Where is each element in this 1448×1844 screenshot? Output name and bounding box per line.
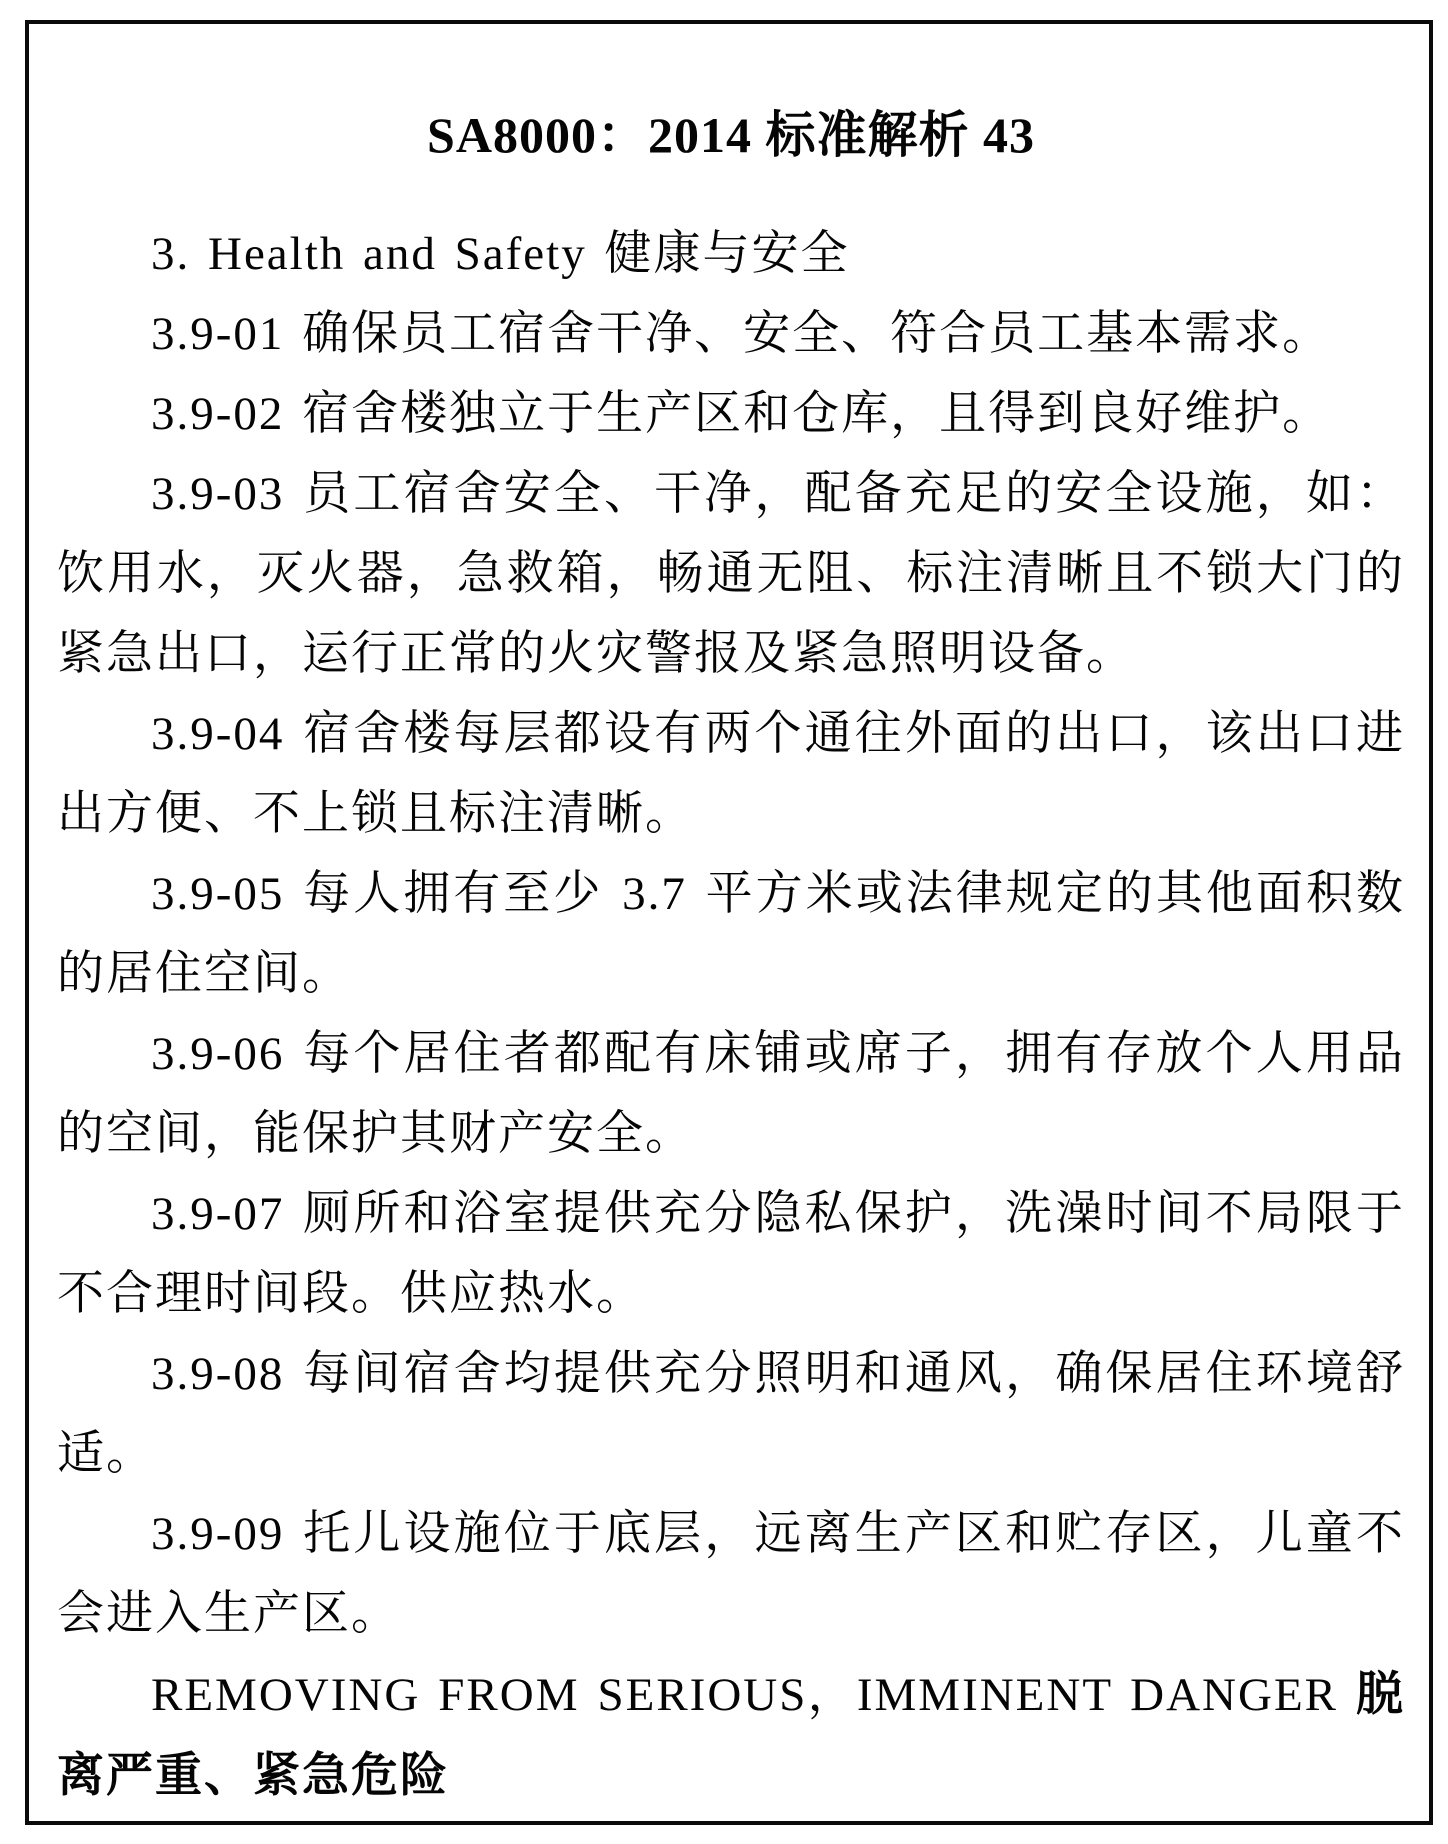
clause-3-9-03: 3.9-03 员工宿舍安全、干净，配备充足的安全设施，如：饮用水，灭火器，急救箱，畅通无阻、标注清晰且不锁大门的紧急出口，运行正常的火灾警报及紧急照明设备。 <box>57 468 1405 680</box>
clause-3-9-05: 3.9-05 每人拥有至少 3.7 平方米或法律规定的其他面积数的居住空间。 <box>57 868 1405 1000</box>
footer-bold-chinese-text: 脱离严重、紧急危险 <box>57 1667 1405 1801</box>
clause-3-9-04: 3.9-04 宿舍楼每层都设有两个通往外面的出口，该出口进出方便、不上锁且标注清晰。 <box>57 708 1405 840</box>
clause-3-9-07: 3.9-07 厕所和浴室提供充分隐私保护，洗澡时间不局限于不合理时间段。供应热水。 <box>57 1188 1405 1320</box>
section-heading-health-and-safety: 3. Health and Safety 健康与安全 <box>151 228 850 280</box>
clause-3-9-06: 3.9-06 每个居住者都配有床铺或席子，拥有存放个人用品的空间，能保护其财产安全。 <box>57 1028 1405 1160</box>
clause-3-9-09: 3.9-09 托儿设施位于底层，远离生产区和贮存区，儿童不会进入生产区。 <box>57 1508 1405 1640</box>
clause-3-9-08: 3.9-08 每间宿舍均提供充分照明和通风，确保居住环境舒适。 <box>57 1348 1405 1480</box>
footer-latin-text: REMOVING FROM SERIOUS，IMMINENT DANGER <box>151 1669 1356 1721</box>
clause-3-9-02: 3.9-02 宿舍楼独立于生产区和仓库，且得到良好维护。 <box>151 388 1332 440</box>
clause-3-9-01: 3.9-01 确保员工宿舍干净、安全、符合员工基本需求。 <box>151 308 1332 360</box>
document-page-border <box>25 20 1433 1825</box>
footer-danger-paragraph <box>57 1654 1405 1816</box>
page-title: SA8000：2014 标准解析 43 <box>427 107 1035 163</box>
